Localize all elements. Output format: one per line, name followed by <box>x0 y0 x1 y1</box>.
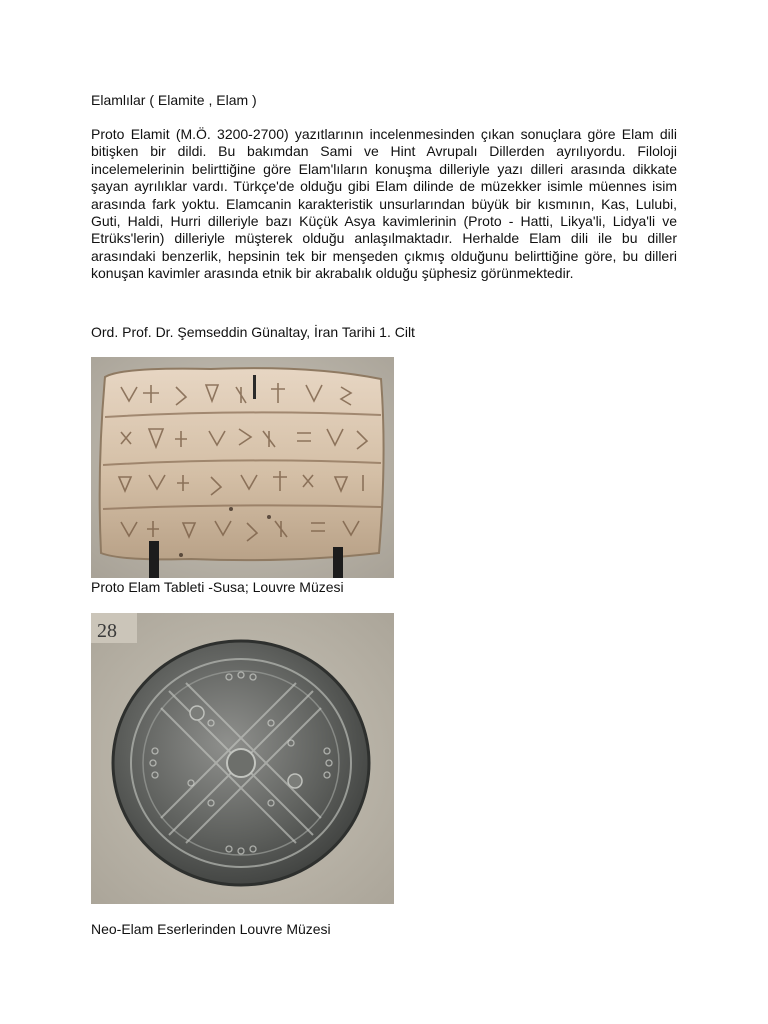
document-title: Elamlılar ( Elamite , Elam ) <box>91 92 257 108</box>
body-paragraph: Proto Elamit (M.Ö. 3200-2700) yazıtlarının incelenmesinden çıkan sonuçlara göre Elam dili bitişken bir dildi. Bu bakımdan Sami ve Hint Avrupalı Dillerden ayrılıyordu. Filoloji incelemelerinin belirttiğine göre Elam'lıların konuşma dilleriyle yazı dilleri arasında dikkate şayan ayrılıklar vardı. Türkçe'de olduğu gibi Elam dilinde de müzekker isimle müennes isim arasında fark yoktu. Elamcanin karakteristik unsurlarından büyük bir kısmının, Kas, Lulubi, Guti, Haldi, Hurri dilleriyle bazı Küçük Asya kavimlerinin (Proto - Hatti, Likya'li, Lidya'li ve Etrüks'lerin) dilleriyle müşterek olduğu anlaşılmaktadır. Herhalde Elam dili ile bu diller arasındaki benzerlik, hepsinin tek bir menşeden çıkmış olduğunu belirttiğine göre, bu dilleri konuşan kavimler arasında etnik bir akrabalık olduğu şüphesiz görünmektedir. <box>91 126 677 282</box>
museum-number-label: 28 <box>97 620 117 642</box>
tablet-photo <box>91 357 394 578</box>
citation: Ord. Prof. Dr. Şemseddin Günaltay, İran Tarihi 1. Cilt <box>91 324 415 340</box>
disc-photo <box>91 613 394 904</box>
disc-caption: Neo-Elam Eserlerinden Louvre Müzesi <box>91 921 331 937</box>
tablet-caption: Proto Elam Tableti -Susa; Louvre Müzesi <box>91 579 344 595</box>
